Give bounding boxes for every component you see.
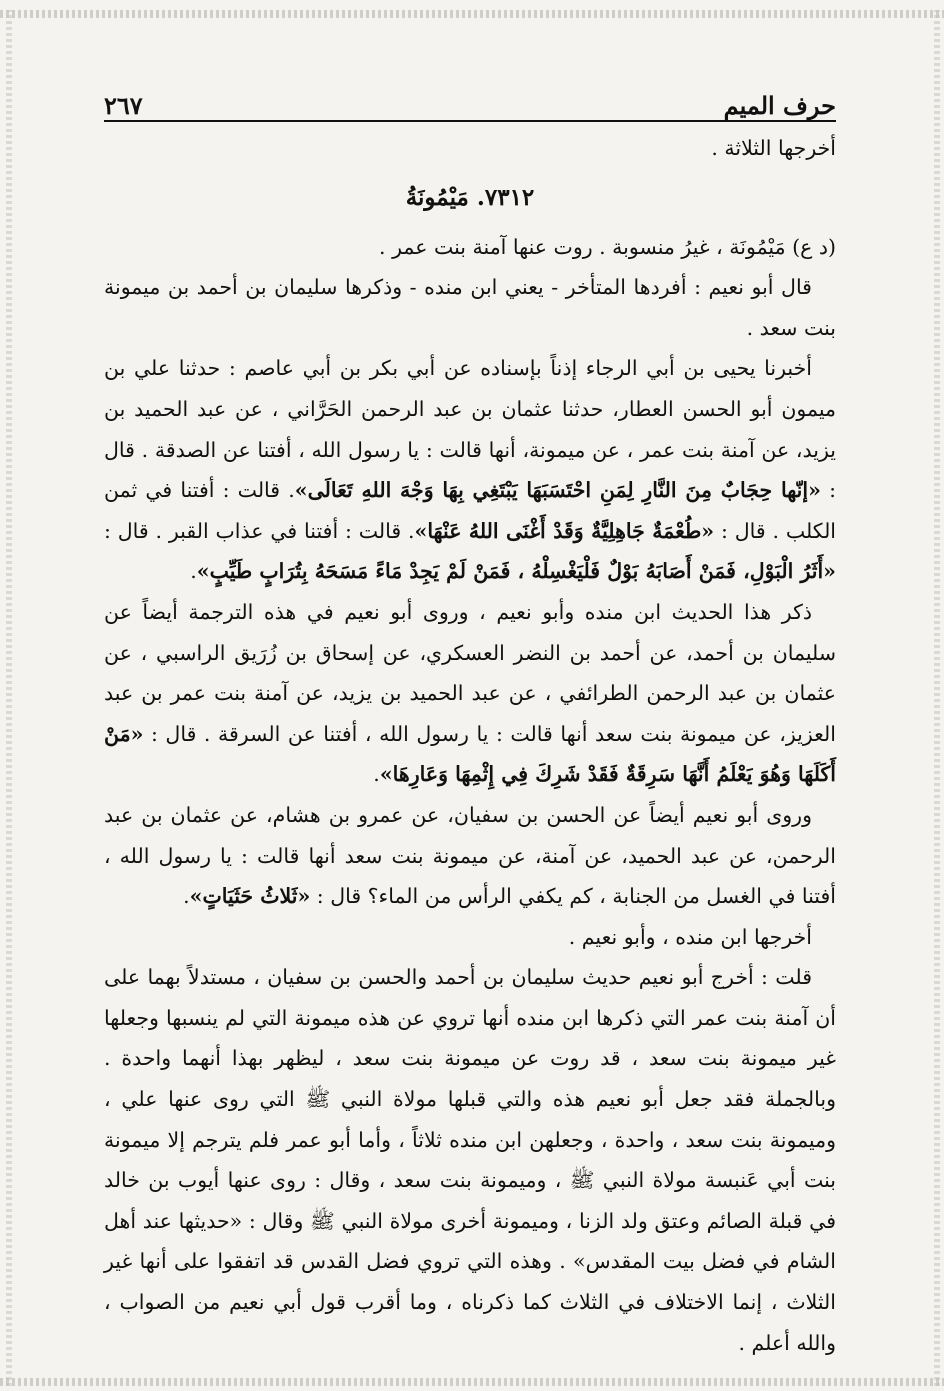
text-segment: . قالت : أفتنا في ثمن الكلب . قال : [104,478,837,543]
closing-line: أخرجها الثلاثة . [711,136,836,160]
text-segment: ذكر هذا الحديث ابن منده وأبو نعيم ، وروى أبو نعيم في هذه الترجمة أيضاً عن سليمان بن أحمد، عن أحمد بن النضر العسكري، عن إسحاق بن زُرَيق الراسبي ، عن عثمان بن عبد الرحمن الطرائفي ، عن عبد الحميد بن يزيد، عن آمنة بنت عمر بن عبد العزيز، عن ميمونة بنت سعد أنها قالت : يا رسول الله ، أفتنا عن السرقة . قال : [104,599,836,746]
page-body [104,128,836,1363]
hadith-quote: «أَثَرُ الْبَوْلِ، فَمَنْ أَصَابَهُ بَوْلٌ فَلْيَغْسِلْهُ ، فَمَنْ لَمْ يَجِدْ مَاءً مَسَحَهُ بِتُرَابٍ طَيِّبٍ» [196,559,836,584]
text-segment: . [190,559,197,584]
decorative-top-border [0,10,944,18]
running-title: حرف الميم [723,91,836,120]
page-header [104,82,836,122]
hadith-quote: «ثَلاثُ حَثَيَاتٍ» [189,884,311,909]
text-segment: . [373,762,380,787]
text-segment: . قالت : أفتنا في عذاب القبر . قال : [104,518,415,543]
decorative-left-border [6,10,12,1386]
paragraph-hadith-2 [104,592,836,795]
text-segment: وروى أبو نعيم أيضاً عن الحسن بن سفيان، عن عمرو بن هشام، عن عثمان بن عبد الرحمن، عن عبد الحميد، عن آمنة، عن ميمونة بنت سعد أنها قالت : يا رسول الله ، أفتنا في الغسل من الجنابة ، كم يكفي الرأس من الماء؟ قال : [104,802,836,909]
paragraph-commentary: قلت : أخرج أبو نعيم حديث سليمان بن أحمد والحسن بن سفيان ، مستدلاً بهما على أن آمنة بنت عمر التي ذكرها ابن منده أنها تروي عن هذه ميمونة التي لم ينسبها وجعلها غير ميمونة بنت سعد ، قد روت عن ميمونة بنت سعد ، ليظهر بهذا أنهما واحدة . وبالجملة فقد جعل أبو نعيم هذه والتي قبلها مولاة النبي ﷺ التي روى عنها علي ، وميمونة بنت سعد ، واحدة ، وجعلهن ابن منده ثلاثاً ، وأما أبو عمر فلم يترجم إلا ميمونة بنت أبي عَنبسة مولاة النبي ﷺ ، وميمونة بنت سعد ، وقال : روى عنها أيوب بن خالد في قبلة الصائم وعتق ولد الزنا ، وميمونة أخرى مولاة النبي ﷺ وقال : «حديثها عند أهل الشام في فضل بيت المقدس» . وهذه التي تروي فضل القدس قد اتفقوا على أنها غير الثلاث ، إنما الاختلاف في الثلاث كما ذكرناه ، وما أقرب قول أبي نعيم من الصواب ، والله أعلم . [104,965,836,1355]
paragraph-hadith-1 [104,348,836,592]
book-page [104,82,836,1363]
hadith-quote: «مَنْ أَكَلَهَا وَهُوَ يَعْلَمُ أَنَّهَا سَرِقَةٌ فَقَدْ شَرِكَ فِي إِثْمِهَا وَعَارِهَا» [104,721,836,787]
entry-title: ٧٣١٢. مَيْمُونَةُ [405,183,535,211]
text-segment: . [183,884,190,909]
decorative-right-border [934,10,940,1386]
decorative-bottom-border [0,1378,944,1386]
paragraph: (د ع) مَيْمُونَة ، غيرُ منسوبة . روت عنها آمنة بنت عمر . [379,234,836,259]
text-segment: أخبرنا يحيى بن أبي الرجاء إذناً بإسناده عن أبي بكر بن أبي عاصم : حدثنا علي بن ميمون أبو الحسن العطار، حدثنا عثمان بن عبد الرحمن الحَرَّاني ، عن عبد الحميد بن يزيد، عن آمنة بنت عمر ، عن ميمونة، أنها قالت : يا رسول الله ، أفتنا عن الصدقة . قال : [104,356,836,503]
hadith-quote: «إنّها حِجَابٌ مِنَ النَّارِ لِمَنِ احْتَسَبَهَا يَبْتَغِي بِهَا وَجْهَ اللهِ تَعَالَى» [294,478,821,503]
paragraph-hadith-3 [104,795,836,917]
page-number: ٢٦٧ [104,91,143,120]
hadith-quote: «طُعْمَةٌ جَاهِلِيَّةٌ وَقَدْ أَغْنَى اللهُ عَنْهَا» [414,518,715,543]
paragraph: قال أبو نعيم : أفردها المتأخر - يعني ابن منده - وذكرها سليمان بن أحمد بن ميمونة بنت سعد . [104,275,836,340]
paragraph: أخرجها ابن منده ، وأبو نعيم . [568,924,812,949]
